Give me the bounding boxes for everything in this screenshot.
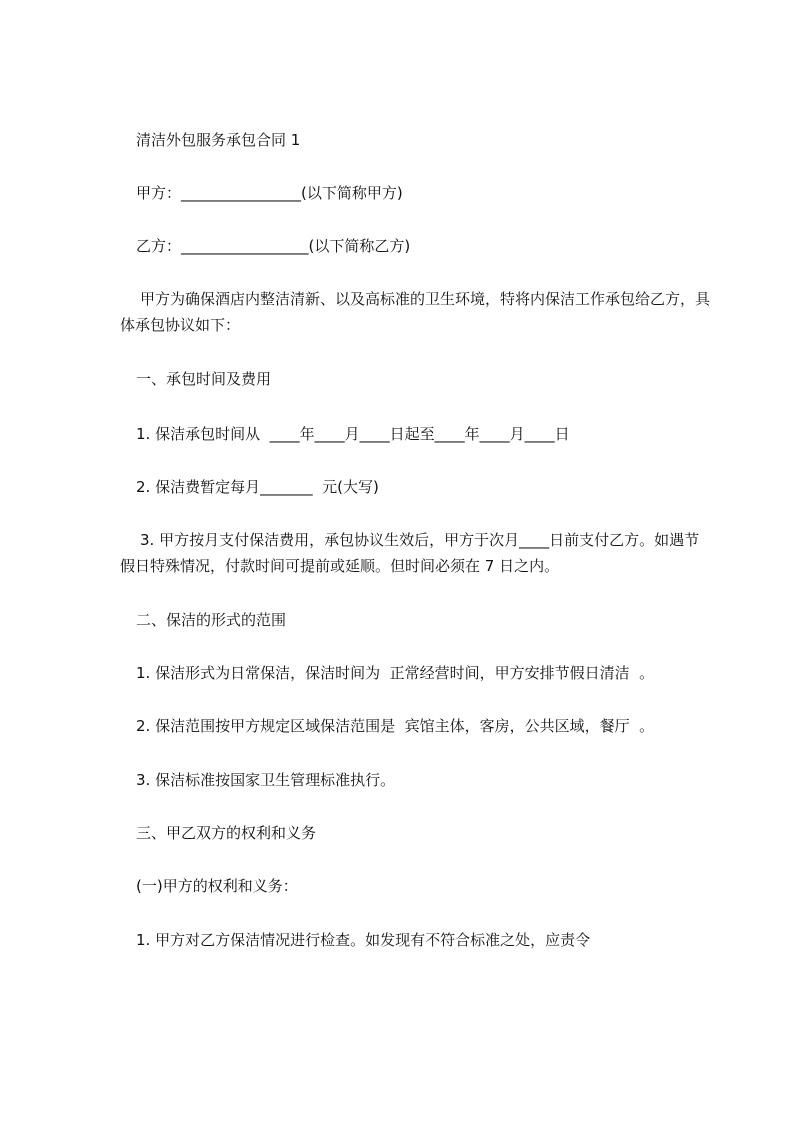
- section-heading-1: 一、承包时间及费用: [136, 370, 272, 388]
- document-title: 清洁外包服务承包合同 1: [136, 131, 301, 149]
- clause-2-3: 3. 保洁标准按国家卫生管理标准执行。: [136, 771, 396, 789]
- party-b-line: 乙方：_________________(以下简称乙方): [136, 237, 411, 255]
- section-heading-3: 三、甲乙双方的权利和义务: [136, 824, 317, 842]
- clause-1-3: 3. 甲方按月支付保洁费用，承包协议生效后，甲方于次月____日前支付乙方。如遇节假日特殊情况，付款时间可提前或延顺。但时间必须在 7 日之内。: [120, 531, 700, 575]
- subsection-heading: (一)甲方的权利和义务：: [136, 877, 298, 895]
- section-heading-2: 二、保洁的形式的范围: [136, 611, 287, 629]
- intro-paragraph: 甲方为确保酒店内整洁清新、以及高标准的卫生环境，特将内保洁工作承包给乙方，具体承包协议如下：: [120, 290, 711, 334]
- clause-1-1: 1. 保洁承包时间从 ____年____月____日起至____年____月____日: [136, 425, 570, 443]
- clause-1-2: 2. 保洁费暂定每月_______ 元(大写): [136, 478, 379, 496]
- party-a-line: 甲方：________________(以下简称甲方): [136, 184, 403, 202]
- clause-3-1: 1. 甲方对乙方保洁情况进行检查。如发现有不符合标准之处，应责令: [136, 931, 591, 949]
- clause-2-2: 2. 保洁范围按甲方规定区域保洁范围是 宾馆主体，客房，公共区域，餐厅 。: [136, 717, 655, 735]
- clause-2-1: 1. 保洁形式为日常保洁，保洁时间为 正常经营时间，甲方安排节假日清洁 。: [136, 664, 655, 682]
